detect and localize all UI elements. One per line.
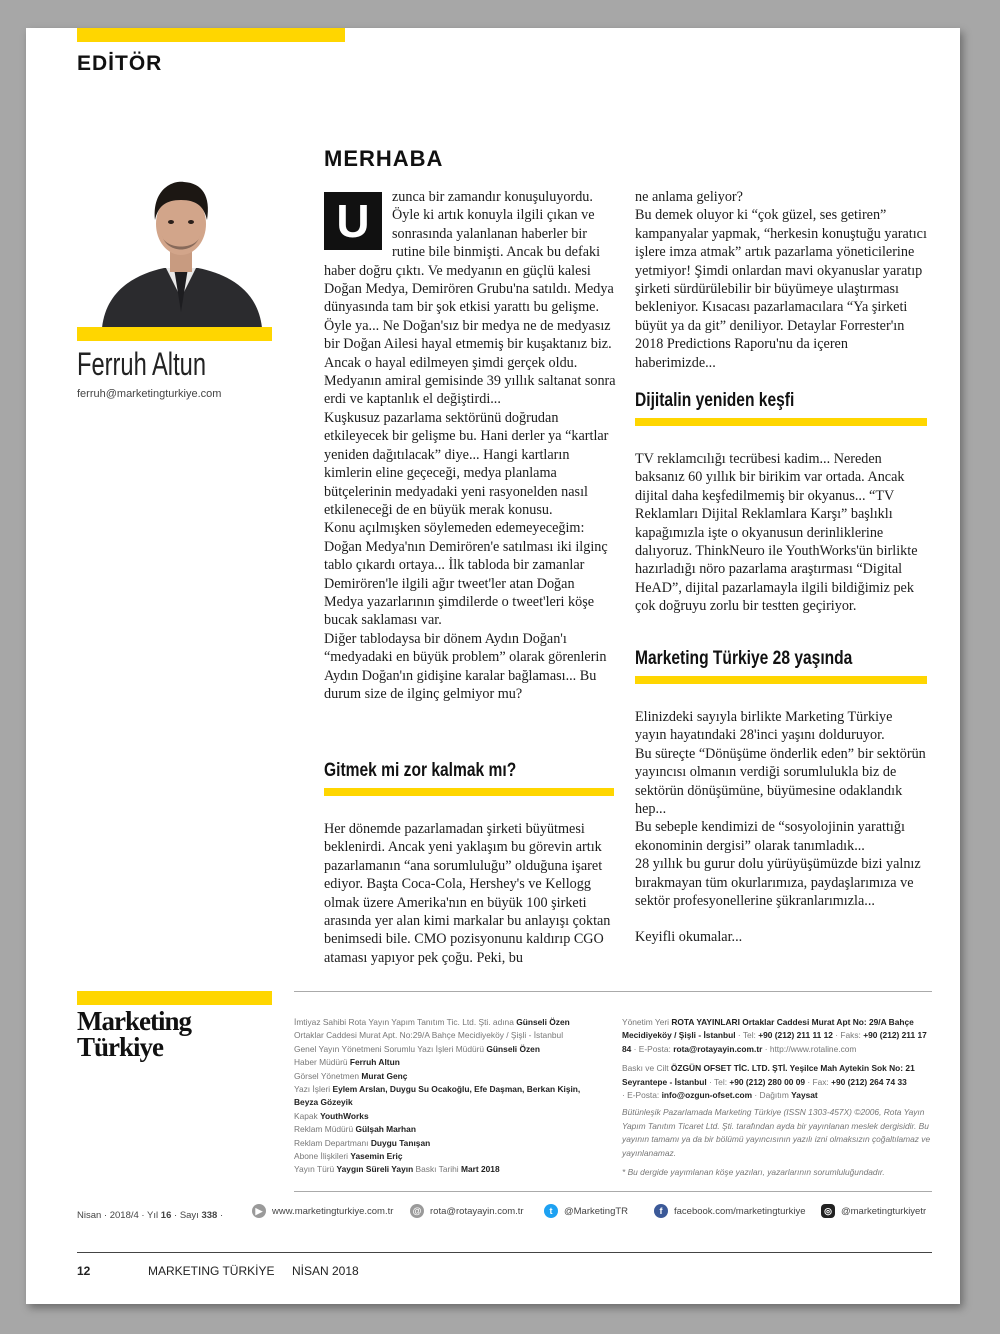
publisher-address: Yönetim Yeri ROTA YAYINLARI Ortaklar Caddesi Murat Apt No: 29/A Bahçe Mecidiyeköy / Şişli - İstanbul · Tel: +90 (212) 211 11 12 · Faks: +90 (212) 211 17 84 · E-Posta: rota@rotayayin.com.tr · http://www.rotaline.com: [622, 1017, 927, 1054]
article-title: MERHABA: [324, 146, 444, 171]
paragraph: TV reklamcılığı tecrübesi kadim... Nereden baksanız 60 yıllık bir birikim var ortada. Ancak dijital daha keşfedilmemiş bir okyanus... “TV Reklamları Dijital Reklamlara Karşı” başlıklı kapağımızla işte o okyanusun derinliklerine dalıyoruz. ThinkNeuro ile YouthWorks'ün birlikte hazırladığı nöro pazarlama araştırması “Digital HeAD”, dijital pazarlamayla ilgili bildiğimiz pek çok doğruyu zorlu bir testten geçiriyor.: [635, 451, 918, 615]
disclaimer: * Bu dergide yayımlanan köşe yazıları, yazarlarının sorumluluğundadır.: [622, 1167, 885, 1178]
credit-line: Haber Müdürü Ferruh Altun: [294, 1057, 400, 1068]
credit-line: Kapak YouthWorks: [294, 1110, 369, 1121]
paragraph: Kuşkusuz pazarlama sektörünü doğrudan etkileyecek bir gelişme bu. Hani derler ya “kartlar yeniden dağıtılacak” diye... Hangi kartların kimlerin eline geçeceği, medya planlama bütçelerinin medyadaki yeni rasyonelden nasıl etkileneceği de en büyük merak konusu.: [324, 409, 609, 518]
mail-icon: @: [410, 1204, 424, 1218]
paragraph: Öyle ya... Ne Doğan'sız bir medya ne de medyasız bir Doğan Ailesi hayal etmemiş bir kuşaktanız biz. Ancak o hayal edilmeyen şimdi gerçek oldu. Medyanın amiral gemisinde 39 yıllık saltanat sonra erdi ve kaptanlık el değiştirdi...: [324, 317, 616, 408]
editor-email[interactable]: ferruh@marketingturkiye.com: [77, 388, 222, 400]
article-column-2: [635, 188, 927, 372]
article-column-2-mid: [635, 450, 927, 616]
article-column-1-bottom: [324, 820, 616, 967]
subhead-28-yas: Marketing Türkiye 28 yaşında: [635, 648, 853, 669]
subhead-underline: [635, 418, 927, 426]
magazine-page: [26, 28, 960, 1304]
facebook-icon: f: [654, 1204, 668, 1218]
social-divider-top: [294, 1191, 932, 1192]
social-facebook[interactable]: f facebook.com/marketingturkiye: [654, 1204, 805, 1218]
paragraph: Her dönemde pazarlamadan şirketi büyütmesi beklenirdi. Ancak yeni yaklaşım bu görevin artık pazarlamanın “ana sorumluluğu” olduğuna işaret ediyor. Başta Coca-Cola, Hershey's ve Kellogg olmak üzere Amerika'nın en büyük 100 şirketi arasında yer alan kimi markalar bu anlayışı çoktan benimsedi bile. CMO pozisyonunu kaldırıp CGO ataması yapıyor pek çoğu. Peki, bu: [324, 821, 611, 966]
footer-date: NİSAN 2018: [292, 1264, 359, 1278]
footer-magazine: MARKETING TÜRKİYE: [148, 1264, 275, 1278]
paragraph: Konu açılmışken söylemeden edemeyeceğim: Doğan Medya'nın Demirören'e satılması iki ilginç tablo çıkardı ortaya... İlk tabloda bir zamanlar Demirören'le ilgili ağır tweet'ler atan Doğan Medya yazarlarının şimdilerde o tweet'leri köşe bucak saklaması var.: [324, 520, 608, 629]
magazine-logo: Marketing Türkiye: [77, 1006, 191, 1062]
legal-notice: Bütünleşik Pazarlamada Marketing Türkiye (ISSN 1303-457X) ©2006, Rota Yayın Yapım Tanıtım Ticaret Ltd. Şti. tarafından ayda bir yayınlanan meslek dergisidir. Bu yayının tamamı ya da bir bölümü yayıncısının yazılı izni olmaksızın çoğaltılamaz ve yayınlanamaz.: [622, 1107, 931, 1158]
article-column-1: [324, 188, 616, 703]
web-icon: ▶: [252, 1204, 266, 1218]
social-instagram[interactable]: ◎ @marketingturkiyetr: [821, 1204, 926, 1218]
subhead-gitmek: Gitmek mi zor kalmak mı?: [324, 760, 517, 781]
credit-line: Görsel Yönetmen Murat Genç: [294, 1070, 408, 1081]
paragraph: Bu süreçte “Dönüşüme önderlik eden” bir sektörün yayıncısı olmanın verdiği sorumlulukla biz de sektörün dönüşümüne, büyümesine odaklandık hep...: [635, 745, 926, 818]
drop-cap: U: [324, 192, 382, 250]
header-accent-bar: [77, 28, 345, 42]
paragraph: Bu sebeple kendimizi de “sosyolojinin yarattığı ekonominin dergisi” olarak tanımladık...: [635, 819, 905, 854]
subhead-underline: [324, 788, 614, 796]
twitter-icon: t: [544, 1204, 558, 1218]
instagram-icon: ◎: [821, 1204, 835, 1218]
paragraph: Elinizdeki sayıyla birlikte Marketing Türkiye yayın hayatındaki 28'inci yaşını dolduruyor.: [635, 709, 893, 744]
paragraph: 28 yıllık bu gurur dolu yürüyüşümüzde bizi yalnız bırakmayan tüm okurlarımıza, paydaşlarımıza ve sektör profesyonellerine şükranlarımızla...: [635, 856, 921, 910]
paragraph: Bu demek oluyor ki “çok güzel, ses getiren” kampanyalar yapmak, “herkesin konuştuğu yaratıcı işlere imza atmak” artık pazarlama yöneticilerine yetmiyor! Şimdi onlardan mavi okyanuslar yaratıp şirketi sürdürülebilir bir büyümeye ulaştırması bekleniyor. Kısacası pazarlamacılara “Ya şirketi büyüt ya da git” deniliyor. Detaylar Forrester'ın 2018 Predictions Raporu'nu da içeren haberimizde...: [635, 207, 927, 371]
section-label: EDİTÖR: [77, 52, 163, 75]
credit-line: Abone İlişkileri Yasemin Eriç: [294, 1151, 403, 1162]
social-web[interactable]: ▶ www.marketingturkiye.com.tr: [252, 1204, 393, 1218]
credit-line: Reklam Departmanı Duygu Tanışan: [294, 1137, 431, 1148]
credit-line: Yazı İşleri Eylem Arslan, Duygu Su Ocakoğlu, Efe Daşman, Berkan Kişin, Beyza Gözeyik: [294, 1084, 581, 1108]
logo-accent-bar: [77, 991, 272, 1005]
masthead-credits: [294, 1016, 594, 1177]
paragraph: ne anlama geliyor?: [635, 189, 743, 205]
masthead-divider: [294, 991, 932, 992]
credit-line: Yayın Türü Yaygın Süreli Yayın Baskı Tarihi Mart 2018: [294, 1164, 500, 1175]
printer-info: Baskı ve Cilt ÖZGÜN OFSET TİC. LTD. ŞTİ. Yeşilce Mah Aytekin Sok No: 21 Seyrantepe - İstanbul · Tel: +90 (212) 280 00 09 · Fax: +90 (212) 264 74 33 · E-Posta: info@ozgun-ofset.com · Dağıtım Yaysat: [622, 1063, 915, 1101]
credit-line: Genel Yayın Yönetmeni Sorumlu Yazı İşleri Müdürü Günseli Özen: [294, 1043, 540, 1054]
subhead-dijital: Dijitalin yeniden keşfi: [635, 390, 795, 411]
subhead-underline: [635, 676, 927, 684]
editor-accent-bar: [77, 327, 272, 341]
editor-name: Ferruh Altun: [77, 346, 206, 382]
signoff: Keyifli okumalar...: [635, 929, 743, 946]
page-number: 12: [77, 1264, 91, 1278]
editor-photo: [92, 162, 270, 328]
publisher-info: [622, 1016, 932, 1179]
paragraph: U zunca bir zamandır konuşuluyordu. Öyle ki artık konuyla ilgili çıkan ve sonrasında yalanlanan haberler bir rutine bile binmişti. Ancak bu defaki haber doğru çıktı. Ve medyanın en güçlü kalesi Doğan Medya, Demirören Grubu'na satıldı. Medya dünyasında tam bir şok etkisi yarattı bu gelişme.: [324, 189, 614, 316]
footer-divider: [77, 1252, 932, 1253]
article-column-2-bottom: [635, 708, 927, 947]
credit-line: Reklam Müdürü Gülşah Marhan: [294, 1124, 416, 1135]
credit-line: Ortaklar Caddesi Murat Apt. No:29/A Bahçe Mecidiyeköy / Şişli - İstanbul: [294, 1030, 564, 1041]
credit-line: İmtiyaz Sahibi Rota Yayın Yapım Tanıtım Tic. Ltd. Şti. adına Günseli Özen: [294, 1017, 570, 1027]
social-mail[interactable]: @ rota@rotayayin.com.tr: [410, 1204, 524, 1218]
social-twitter[interactable]: t @MarketingTR: [544, 1204, 628, 1218]
issue-info: Nisan · 2018/4 · Yıl 16 · Sayı 338 ·: [77, 1210, 224, 1221]
paragraph: Diğer tablodaysa bir dönem Aydın Doğan'ı “medyadaki en büyük problem” olarak görenlerin Aydın Doğan'ın gidişine karalar bağlaması... Bu durum size de ilginç gelmiyor mu?: [324, 630, 607, 702]
